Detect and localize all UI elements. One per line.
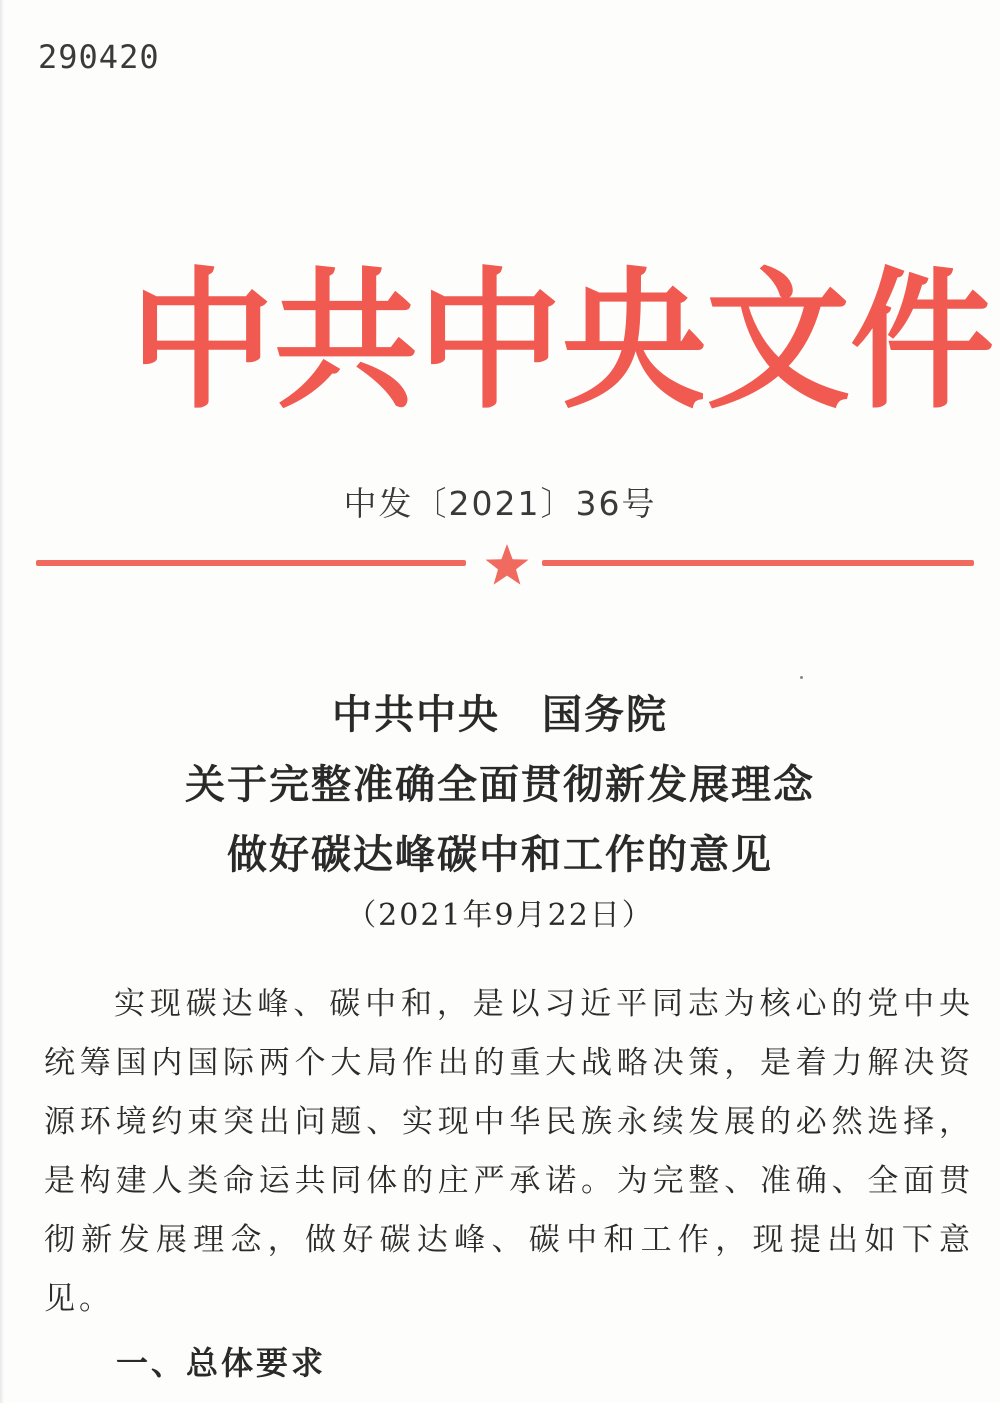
- document-date: （2021年9月22日）: [346, 898, 654, 933]
- red-separator: [36, 542, 974, 586]
- masthead-char: 件: [850, 252, 995, 430]
- red-rule-right: [542, 560, 974, 566]
- document-title: [0, 680, 1000, 890]
- paragraph: 实现碳达峰、碳中和，是以习近平同志为核心的党中央统筹国内国际两个大局作出的重大战略决策，是着力解决资源环境约束突出问题、实现中华民族永续发展的必然选择，是构建人类命运共同体的庄严承诺。为完整、准确、全面贯彻新发展理念，做好碳达峰、碳中和工作，现提出如下意见。: [44, 986, 974, 1317]
- red-rule-left: [36, 560, 466, 566]
- serial-number: 290420: [38, 38, 160, 76]
- masthead-char: 文: [706, 252, 851, 430]
- title-line-3: 做好碳达峰碳中和工作的意见: [227, 832, 773, 878]
- masthead-char: 中: [130, 252, 275, 430]
- title-issuers: 中共中央 国务院: [332, 692, 668, 738]
- masthead-char: 中: [418, 252, 563, 430]
- title-line-2: 关于完整准确全面贯彻新发展理念: [185, 762, 815, 808]
- scan-speck: [800, 676, 803, 679]
- body-text: [44, 975, 974, 1329]
- masthead-char: 共: [274, 252, 419, 430]
- masthead-char: 央: [562, 252, 707, 430]
- section-heading: 一、总体要求: [116, 1344, 327, 1382]
- red-star-icon: [480, 542, 534, 586]
- document-number: 中发〔2021〕36号: [343, 484, 657, 523]
- masthead-title: [130, 236, 995, 446]
